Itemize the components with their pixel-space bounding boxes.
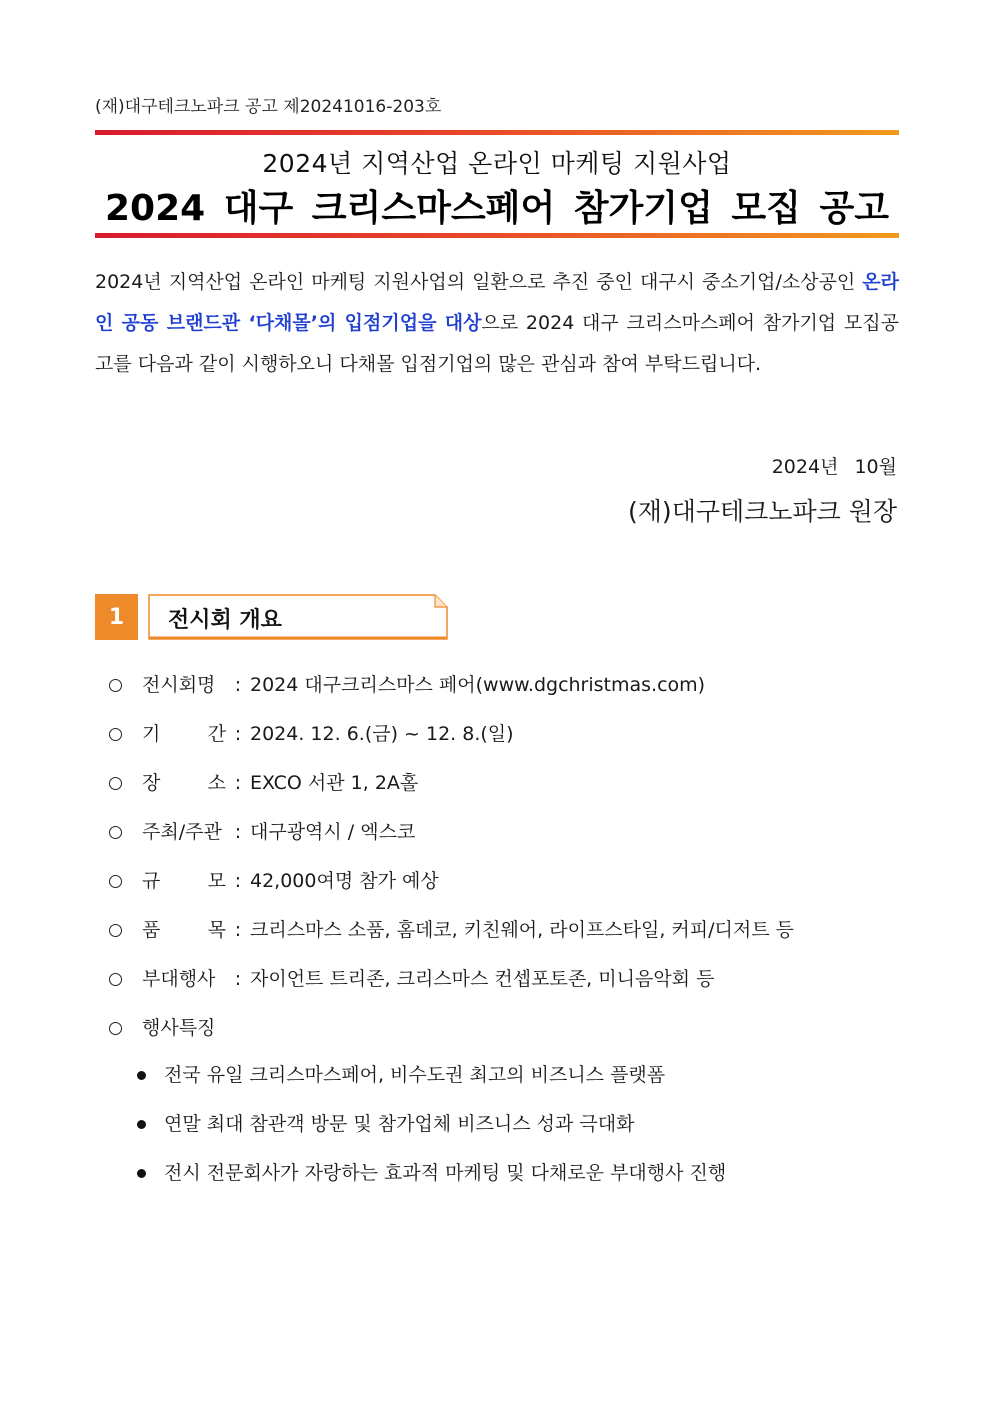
item-value: 대구광역시 / 엑스코: [250, 821, 416, 843]
title-bottom-rule: [95, 233, 899, 238]
list-item: [135, 1058, 726, 1107]
item-label: [142, 864, 226, 898]
feature-text: 연말 최대 참관객 방문 및 참가업체 비즈니스 성과 극대화: [164, 1113, 635, 1135]
title-top-rule: [95, 130, 899, 135]
dot-bullet-icon: [137, 1169, 146, 1178]
list-item: [135, 1156, 726, 1205]
notice-number: (재)대구테크노파크 공고 제20241016-203호: [95, 97, 442, 117]
item-value: 42,000여명 참가 예상: [250, 870, 439, 892]
dot-bullet-icon: [137, 1120, 146, 1129]
item-label-char: 규: [142, 870, 161, 892]
intro-text-2: 으로 2024 대구 크리스마스페어 참가기업 모집공고를 다음과 같이 시행하오니 다채몰 입점기업의 많은 관심과 참여 부탁드립니다.: [95, 312, 899, 375]
list-item: [105, 1011, 895, 1060]
item-label: 부대행사: [142, 968, 216, 990]
circle-bullet-icon: [109, 924, 122, 937]
item-value: EXCO 서관 1, 2A홀: [250, 772, 419, 794]
list-item: [135, 1107, 726, 1156]
item-label-char: 소: [207, 772, 226, 794]
item-label: 전시회명: [142, 674, 216, 696]
list-item: 품 목 : 크리스마스 소품, 홈데코, 키친웨어, 라이프스타일, 커피/디저트 등: [105, 913, 895, 962]
list-item: 장 소 : EXCO 서관 1, 2A홀: [105, 766, 895, 815]
item-label-char: 간: [207, 723, 226, 745]
circle-bullet-icon: [109, 728, 122, 741]
circle-bullet-icon: [109, 777, 122, 790]
feature-list: [135, 1058, 726, 1205]
item-value: 2024. 12. 6.(금) ~ 12. 8.(일): [250, 723, 514, 745]
item-label: [142, 913, 226, 947]
notice-signer: (재)대구테크노파크 원장: [628, 497, 897, 526]
notice-date: 2024년 10월: [771, 456, 897, 478]
dot-bullet-icon: [137, 1071, 146, 1080]
item-label: 주최/주관: [142, 821, 222, 843]
list-item: 기 간 : 2024. 12. 6.(금) ~ 12. 8.(일): [105, 717, 895, 766]
section-title-box: [148, 594, 448, 640]
circle-bullet-icon: [109, 875, 122, 888]
feature-text: 전국 유일 크리스마스페어, 비수도권 최고의 비즈니스 플랫폼: [164, 1064, 666, 1086]
list-item: 부대행사 : 자이언트 트리존, 크리스마스 컨셉포토존, 미니음악회 등: [105, 962, 895, 1011]
list-item: 주최/주관 : 대구광역시 / 엑스코: [105, 815, 895, 864]
list-item: 전시회명 : 2024 대구크리스마스 페어(www.dgchristmas.com): [105, 668, 895, 717]
document-subtitle: 2024년 지역산업 온라인 마케팅 지원사업: [262, 149, 732, 178]
intro-highlight: 온라인 공동 브랜드관 ‘다채몰’의 입점기업을 대상: [95, 271, 899, 334]
item-value: 자이언트 트리존, 크리스마스 컨셉포토존, 미니음악회 등: [250, 968, 715, 990]
item-label-char: 모: [207, 870, 226, 892]
item-label-char: 장: [142, 772, 161, 794]
overview-list: [105, 668, 895, 1060]
item-value: 크리스마스 소품, 홈데코, 키친웨어, 라이프스타일, 커피/디저트 등: [250, 919, 795, 941]
circle-bullet-icon: [109, 679, 122, 692]
item-label: [142, 766, 226, 800]
circle-bullet-icon: [109, 973, 122, 986]
item-label-char: 기: [142, 723, 161, 745]
item-label-char: 품: [142, 919, 161, 941]
item-label: 행사특징: [142, 1017, 216, 1039]
intro-paragraph: [95, 262, 899, 385]
item-value: 2024 대구크리스마스 페어(www.dgchristmas.com): [250, 674, 706, 696]
section-title: 전시회 개요: [168, 608, 282, 633]
circle-bullet-icon: [109, 826, 122, 839]
circle-bullet-icon: [109, 1022, 122, 1035]
document-title: 2024 대구 크리스마스페어 참가기업 모집 공고: [104, 188, 890, 229]
item-label-char: 목: [207, 919, 226, 941]
section-number-badge: 1: [95, 594, 138, 640]
intro-text-1: 2024년 지역산업 온라인 마케팅 지원사업의 일환으로 추진 중인 대구시 중소기업/소상공인: [95, 271, 863, 293]
item-label: [142, 717, 226, 751]
feature-text: 전시 전문회사가 자랑하는 효과적 마케팅 및 다채로운 부대행사 진행: [164, 1162, 727, 1184]
list-item: 규 모 : 42,000여명 참가 예상: [105, 864, 895, 913]
